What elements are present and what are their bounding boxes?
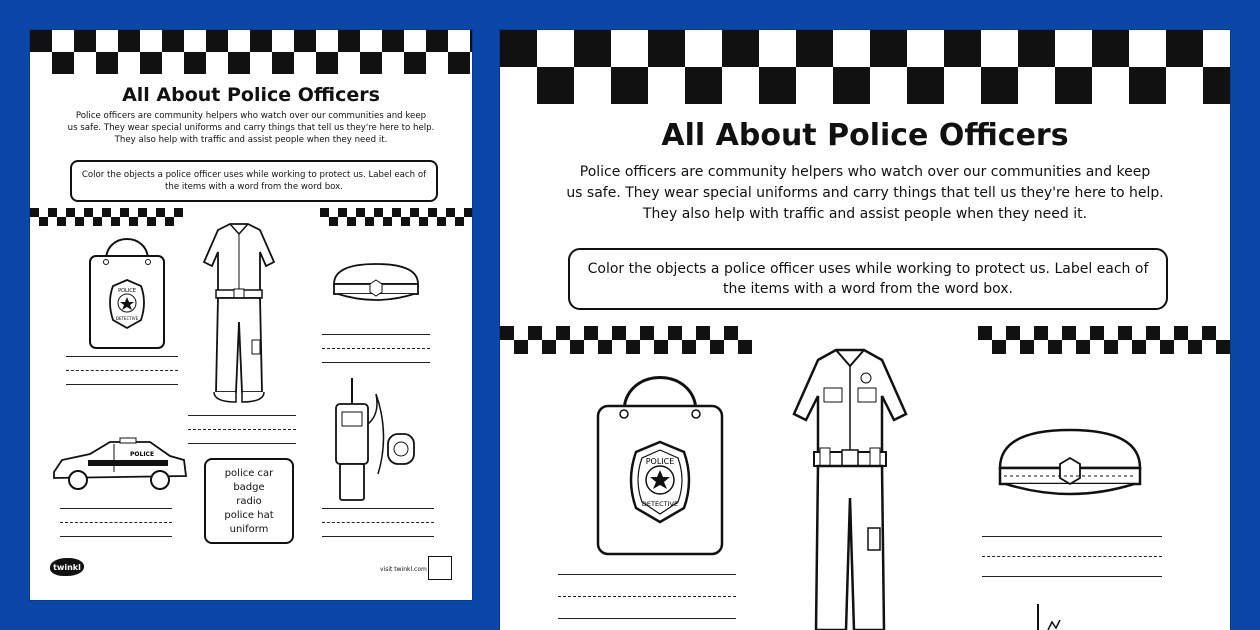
checker-square <box>611 67 648 104</box>
instruction-box <box>568 248 1168 310</box>
checker-square <box>111 217 120 226</box>
radio-illustration <box>1028 602 1068 630</box>
radio-illustration <box>330 374 420 504</box>
checker-square <box>129 217 138 226</box>
checker-square <box>1202 326 1216 340</box>
worksheet-preview-small <box>30 30 472 600</box>
checker-square <box>1146 326 1160 340</box>
checker-square <box>574 30 611 67</box>
checker-square <box>120 208 129 217</box>
intro-line: They also help with traffic and assist people when they need it. <box>642 206 1088 222</box>
writing-line <box>66 356 178 357</box>
writing-line <box>60 536 172 537</box>
checker-square <box>1020 340 1034 354</box>
intro-text <box>50 110 452 146</box>
checker-square <box>93 217 102 226</box>
badge-illustration <box>88 236 166 350</box>
checker-strip-left <box>500 326 744 354</box>
checker-square <box>455 217 464 226</box>
checker-square <box>470 30 472 52</box>
writing-line <box>322 348 430 349</box>
checker-square <box>612 326 626 340</box>
checker-square <box>696 326 710 340</box>
checker-square <box>30 208 39 217</box>
writing-line <box>188 415 296 416</box>
uniform-illustration <box>200 222 278 408</box>
checker-square <box>640 326 654 340</box>
writing-line <box>982 536 1162 537</box>
checker-square <box>206 30 228 52</box>
word-box-item: badge <box>233 481 265 493</box>
checker-square <box>228 52 250 74</box>
instruction-line: Color the objects a police officer uses while working to protect us. Label each of <box>81 170 427 180</box>
checker-square <box>162 30 184 52</box>
writing-line <box>322 362 430 363</box>
checker-square <box>648 30 685 67</box>
checker-square <box>140 52 162 74</box>
checker-square <box>52 52 74 74</box>
checker-square <box>147 217 156 226</box>
checker-square <box>360 52 382 74</box>
checker-square <box>426 30 448 52</box>
checker-square <box>48 208 57 217</box>
instruction-line: the items with a word from the word box. <box>723 281 1013 297</box>
checker-square <box>184 52 206 74</box>
checker-square <box>419 217 428 226</box>
checker-square <box>118 30 140 52</box>
badge-text: DETECTIVE <box>115 316 139 321</box>
word-box-item: police car <box>224 467 274 479</box>
footer-url: visit twinkl.com <box>380 566 427 573</box>
checker-square <box>250 30 272 52</box>
checker-square <box>347 217 356 226</box>
checker-square <box>796 30 833 67</box>
word-box-item: radio <box>236 495 262 507</box>
checker-square <box>404 52 426 74</box>
intro-text <box>540 162 1190 225</box>
checker-strip-right <box>978 326 1230 354</box>
checker-square <box>1062 326 1076 340</box>
checker-square <box>528 326 542 340</box>
writing-line <box>558 618 736 619</box>
intro-line: Police officers are community helpers who watch over our communities and keep <box>579 164 1151 180</box>
word-box <box>204 458 294 544</box>
instruction-line: Color the objects a police officer uses while working to protect us. Label each of <box>587 261 1149 277</box>
word-box-item: police hat <box>224 509 274 521</box>
checker-square <box>1092 30 1129 67</box>
checker-square <box>1076 340 1090 354</box>
instruction-box <box>70 160 438 202</box>
checker-square <box>1132 340 1146 354</box>
checker-square <box>685 67 722 104</box>
checker-square <box>570 340 584 354</box>
checker-square <box>75 217 84 226</box>
checker-square <box>1129 67 1166 104</box>
checker-square <box>338 30 360 52</box>
instruction-line: the items with a word from the word box. <box>165 182 343 192</box>
worksheet-title: All About Police Officers <box>661 118 1069 153</box>
checker-square <box>401 217 410 226</box>
checker-square <box>102 208 111 217</box>
intro-line: They also help with traffic and assist people when they need it. <box>114 135 388 145</box>
writing-line <box>322 334 430 335</box>
intro-line: us safe. They wear special uniforms and carry things that tell us they're here to help. <box>67 123 435 133</box>
checker-square <box>514 340 528 354</box>
uniform-illustration <box>790 348 910 630</box>
checker-square <box>410 208 419 217</box>
writing-line <box>558 596 736 597</box>
checker-square <box>992 340 1006 354</box>
writing-line <box>982 576 1162 577</box>
checker-strip-left <box>30 208 178 226</box>
writing-line <box>188 443 296 444</box>
writing-line <box>60 522 172 523</box>
police-hat-illustration <box>994 428 1146 502</box>
checker-square <box>316 52 338 74</box>
checker-square <box>356 208 365 217</box>
checker-square <box>654 340 668 354</box>
checker-square <box>1216 340 1230 354</box>
checker-square <box>374 208 383 217</box>
checker-square <box>1104 340 1118 354</box>
police-car-illustration <box>50 438 190 494</box>
checker-square <box>668 326 682 340</box>
checker-square <box>165 217 174 226</box>
checker-square <box>556 326 570 340</box>
checker-square <box>156 208 165 217</box>
checker-square <box>1055 67 1092 104</box>
badge-text: POLICE <box>645 457 675 466</box>
checker-square <box>537 67 574 104</box>
checker-square <box>392 208 401 217</box>
checker-square <box>722 30 759 67</box>
checker-square <box>437 217 446 226</box>
checker-square <box>1118 326 1132 340</box>
twinkl-logo: twinkl <box>50 558 84 576</box>
checker-square <box>174 208 183 217</box>
checker-square <box>382 30 404 52</box>
checker-square <box>944 30 981 67</box>
footer-badge-icon <box>428 556 452 580</box>
checker-square <box>870 30 907 67</box>
checker-square <box>542 340 556 354</box>
checker-square <box>1188 340 1202 354</box>
checker-square <box>759 67 796 104</box>
checker-square <box>724 326 738 340</box>
checker-square <box>1018 30 1055 67</box>
checker-square <box>981 67 1018 104</box>
car-text: POLICE <box>130 451 155 458</box>
checker-square <box>1090 326 1104 340</box>
intro-line: us safe. They wear special uniforms and carry things that tell us they're here to help. <box>566 185 1164 201</box>
checker-square <box>84 208 93 217</box>
checker-square <box>74 30 96 52</box>
checker-square <box>365 217 374 226</box>
checker-square <box>626 340 640 354</box>
checker-strip-right <box>320 208 472 226</box>
checker-square <box>682 340 696 354</box>
writing-line <box>322 508 434 509</box>
checker-square <box>907 67 944 104</box>
checker-square <box>500 326 514 340</box>
checker-square <box>57 217 66 226</box>
checker-square <box>66 208 75 217</box>
checker-square <box>338 208 347 217</box>
writing-line <box>322 522 434 523</box>
checker-square <box>738 340 752 354</box>
checker-square <box>1034 326 1048 340</box>
checker-square <box>1160 340 1174 354</box>
checker-square <box>710 340 724 354</box>
worksheet-title: All About Police Officers <box>122 84 380 106</box>
checker-square <box>598 340 612 354</box>
checker-square <box>39 217 48 226</box>
writing-line <box>558 574 736 575</box>
checker-square <box>464 208 472 217</box>
checker-square <box>294 30 316 52</box>
word-box-item: uniform <box>229 523 269 535</box>
checker-square <box>428 208 437 217</box>
checker-square <box>446 208 455 217</box>
writing-line <box>66 384 178 385</box>
checker-square <box>500 30 537 67</box>
checker-square <box>584 326 598 340</box>
checker-square <box>1174 326 1188 340</box>
police-hat-illustration <box>330 262 422 304</box>
checker-square <box>448 52 470 74</box>
checker-square <box>138 208 147 217</box>
writing-line <box>66 370 178 371</box>
checker-square <box>1048 340 1062 354</box>
writing-line <box>322 536 434 537</box>
writing-line <box>60 508 172 509</box>
checker-square <box>383 217 392 226</box>
badge-text: DETECTIVE <box>641 500 679 508</box>
writing-line <box>982 556 1162 557</box>
checker-square <box>96 52 118 74</box>
checker-square <box>978 326 992 340</box>
checker-square <box>320 208 329 217</box>
checker-square <box>329 217 338 226</box>
checker-square <box>1203 67 1230 104</box>
intro-line: Police officers are community helpers who watch over our communities and keep <box>75 111 427 121</box>
worksheet-preview-large <box>500 30 1230 630</box>
badge-text: POLICE <box>118 288 136 294</box>
checker-square <box>833 67 870 104</box>
checker-square <box>1166 30 1203 67</box>
checker-square <box>30 30 52 52</box>
writing-line <box>188 429 296 430</box>
checker-square <box>1006 326 1020 340</box>
badge-illustration <box>596 372 724 556</box>
checker-square <box>272 52 294 74</box>
